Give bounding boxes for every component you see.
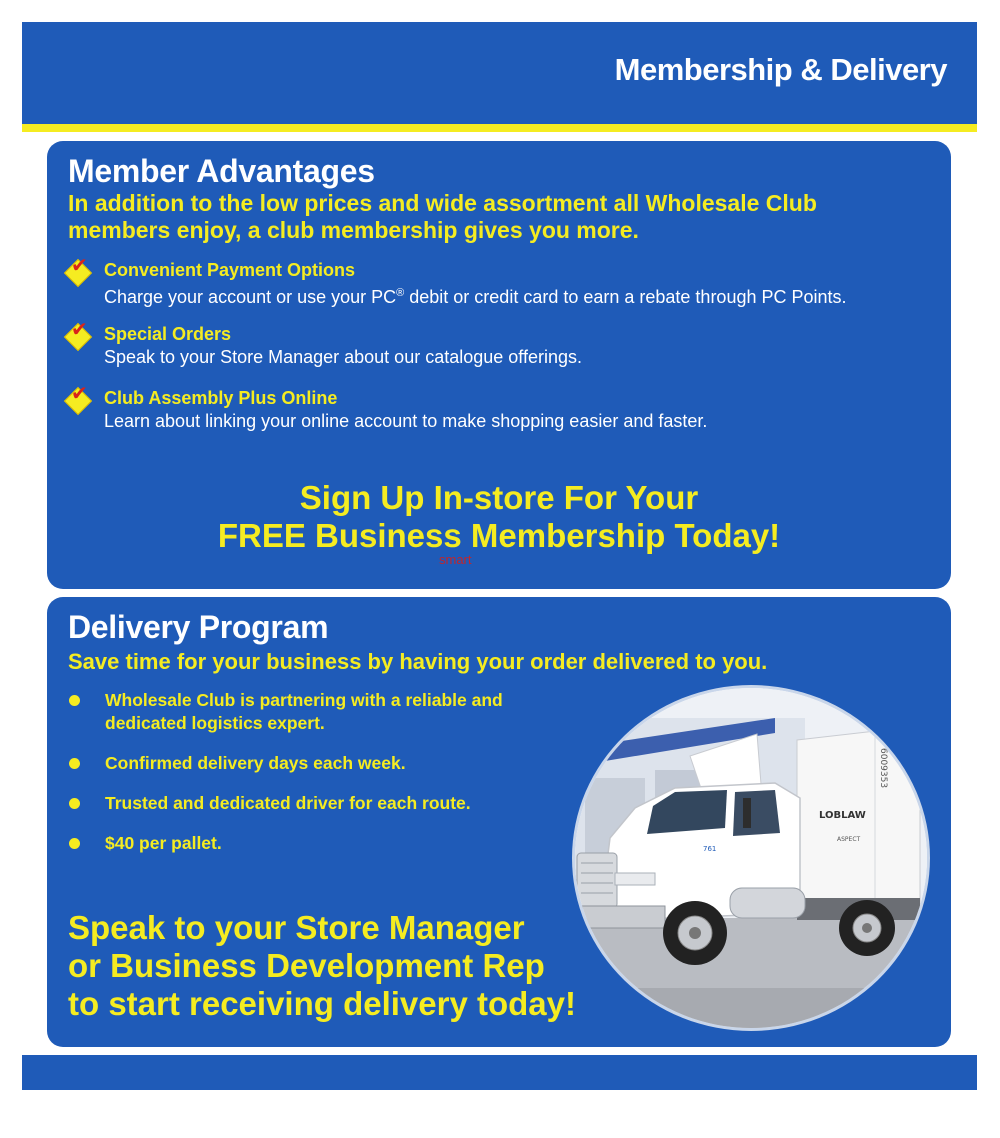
- delivery-program-panel: [47, 597, 951, 1047]
- list-item: [65, 319, 925, 387]
- member-advantages-panel: [47, 141, 951, 589]
- watermark: smart: [439, 552, 472, 567]
- trailer-brand: LOBLAW: [819, 810, 866, 821]
- advantages-list: [65, 255, 925, 451]
- list-item: Wholesale Club is partnering with a reliable and dedicated logistics expert.: [69, 689, 569, 735]
- checkmark-icon: ✔: [71, 383, 88, 405]
- advantage-title: Special Orders: [104, 324, 232, 344]
- truck-number: 761: [703, 845, 717, 853]
- advantage-title: Convenient Payment Options: [104, 260, 356, 280]
- advantage-title: Club Assembly Plus Online: [104, 388, 338, 408]
- bullet-dot-icon: [69, 798, 80, 809]
- list-item: $40 per pallet.: [69, 832, 569, 855]
- truck-photo: [575, 688, 927, 1028]
- cta-line-3: to start receiving delivery today!: [68, 985, 577, 1022]
- page-title: Membership & Delivery: [614, 52, 947, 87]
- delivery-bullets: [69, 689, 569, 872]
- signup-callout: [47, 479, 951, 555]
- advantage-desc: Speak to your Store Manager about our catalogue offerings.: [104, 347, 582, 367]
- cta-line-1: Speak to your Store Manager: [68, 909, 525, 946]
- page-header: [22, 22, 977, 132]
- list-item: [65, 383, 925, 451]
- signup-line-1: Sign Up In-store For Your: [299, 479, 699, 516]
- advantage-desc: Learn about linking your online account to make shopping easier and faster.: [104, 411, 708, 431]
- delivery-intro: Save time for your business by having your order delivered to you.: [68, 649, 768, 674]
- checkmark-icon: ✔: [71, 255, 88, 277]
- bullet-dot-icon: [69, 758, 80, 769]
- list-item: [65, 255, 925, 323]
- delivery-cta: [68, 909, 576, 1023]
- cta-line-2: or Business Development Rep: [68, 947, 545, 984]
- trailer-id: 6009353: [878, 748, 888, 789]
- intro-line-1: In addition to the low prices and wide assortment all Wholesale Club: [68, 190, 817, 216]
- list-item: Confirmed delivery days each week.: [69, 752, 569, 775]
- trailer-label: ASPECT: [837, 836, 861, 843]
- checkmark-icon: ✔: [71, 319, 88, 341]
- member-advantages-heading: Member Advantages: [68, 153, 375, 189]
- advantage-desc: Charge your account or use your PC® debit or credit card to earn a rebate through PC Points.: [104, 287, 847, 307]
- signup-line-2: FREE Business Membership Today!: [217, 517, 781, 554]
- truck-illustration: [575, 688, 927, 1028]
- delivery-program-heading: Delivery Program: [68, 609, 329, 645]
- page-footer: [22, 1055, 977, 1090]
- intro-line-2: members enjoy, a club membership gives you more.: [68, 217, 639, 243]
- bullet-dot-icon: [69, 838, 80, 849]
- list-item: Trusted and dedicated driver for each route.: [69, 792, 569, 815]
- bullet-dot-icon: [69, 695, 80, 706]
- member-advantages-intro: [68, 190, 817, 244]
